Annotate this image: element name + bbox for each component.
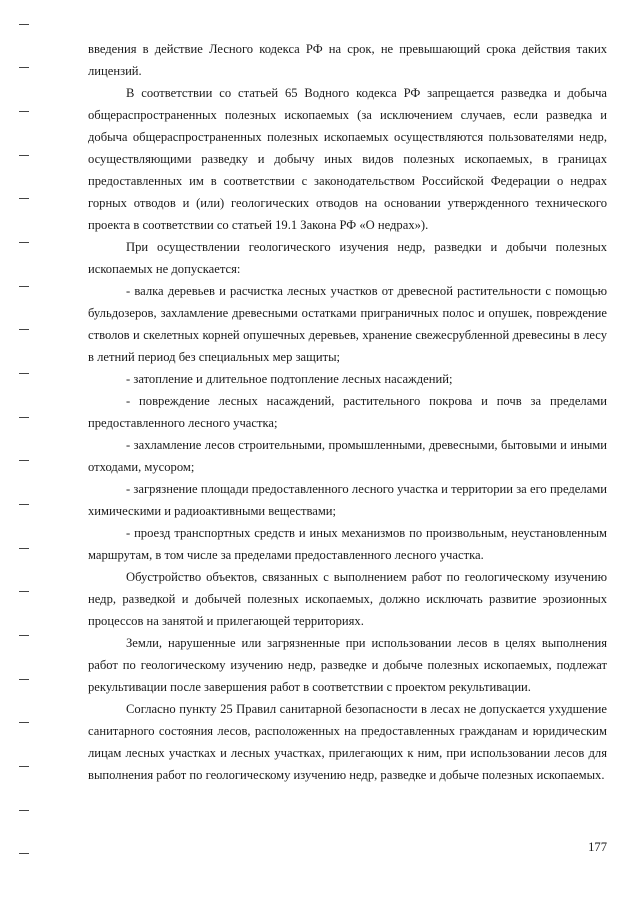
margin-mark xyxy=(19,417,29,418)
margin-mark xyxy=(19,111,29,112)
paragraph-recultivation: Земли, нарушенные или загрязненные при использовании лесов в целях выполнения работ по геологическому изучению недр, разведке и добыче полезных ископаемых, подлежат рекультивации после завершения работ в соответствии с проектом рекультивации. xyxy=(88,636,607,694)
margin-mark xyxy=(19,155,29,156)
margin-mark xyxy=(19,198,29,199)
list-item-pollution: - загрязнение площади предоставленного лесного участка и территории за его пределами химическими и радиоактивными веществами; xyxy=(88,482,607,518)
page-number: 177 xyxy=(588,840,607,854)
paragraph-sanitary-rules: Согласно пункту 25 Правил санитарной безопасности в лесах не допускается ухудшение санитарного состояния лесов, расположенных на предоставленных гражданам и юридическим лицам лесных участках и лесных участках, прилегающих к ним, при использовании лесов для выполнения работ по геологическому изучению недр, разведке и добыче полезных ископаемых. xyxy=(88,702,607,782)
margin-mark xyxy=(19,679,29,680)
margin-mark xyxy=(19,460,29,461)
document-body xyxy=(88,38,607,786)
margin-mark xyxy=(19,853,29,854)
margin-mark xyxy=(19,766,29,767)
margin-mark xyxy=(19,591,29,592)
paragraph-prohibitions-intro: При осуществлении геологического изучения недр, разведки и добычи полезных ископаемых не допускается: xyxy=(88,240,607,276)
margin-mark xyxy=(19,242,29,243)
list-item-tree-felling: - валка деревьев и расчистка лесных участков от древесной растительности с помощью бульдозеров, захламление древесными остатками приграничных полос и опушек, повреждение стволов и скелетных корней опушечных деревьев, хранение свежесрубленной древесины в лесу в летний период без специальных мер защиты; xyxy=(88,284,607,364)
margin-mark xyxy=(19,24,29,25)
list-item-damage: - повреждение лесных насаждений, растительного покрова и почв за пределами предоставленного лесного участка; xyxy=(88,394,607,430)
margin-mark xyxy=(19,635,29,636)
paragraph-erosion: Обустройство объектов, связанных с выполнением работ по геологическому изучению недр, разведкой и добычей полезных ископаемых, должно исключать развитие эрозионных процессов на занятой и прилегающей территориях. xyxy=(88,570,607,628)
paragraph-continuation: введения в действие Лесного кодекса РФ на срок, не превышающий срока действия таких лицензий. xyxy=(88,42,607,78)
margin-mark xyxy=(19,810,29,811)
paragraph-water-code: В соответствии со статьей 65 Водного кодекса РФ запрещается разведка и добыча общераспространенных полезных ископаемых (за исключением случаев, если разведка и добыча общераспространенных полезных ископаемых осуществляются пользователями недр, осуществляющими разведку и добычу иных видов полезных ископаемых, в границах предоставленных им в соответствии с законодательством Российской Федерации о недрах горных отводов и (или) геологических отводов на основании утвержденного технического проекта в соответствии со статьей 19.1 Закона РФ «О недрах»). xyxy=(88,86,607,232)
binding-margin-marks xyxy=(0,0,40,905)
margin-mark xyxy=(19,329,29,330)
list-item-littering: - захламление лесов строительными, промышленными, древесными, бытовыми и иными отходами, мусором; xyxy=(88,438,607,474)
margin-mark xyxy=(19,504,29,505)
list-item-vehicle-routes: - проезд транспортных средств и иных механизмов по произвольным, неустановленным маршрутам, в том числе за пределами предоставленного лесного участка. xyxy=(88,526,607,562)
margin-mark xyxy=(19,373,29,374)
list-item-flooding: - затопление и длительное подтопление лесных насаждений; xyxy=(126,372,453,386)
margin-mark xyxy=(19,722,29,723)
margin-mark xyxy=(19,548,29,549)
margin-mark xyxy=(19,67,29,68)
margin-mark xyxy=(19,286,29,287)
